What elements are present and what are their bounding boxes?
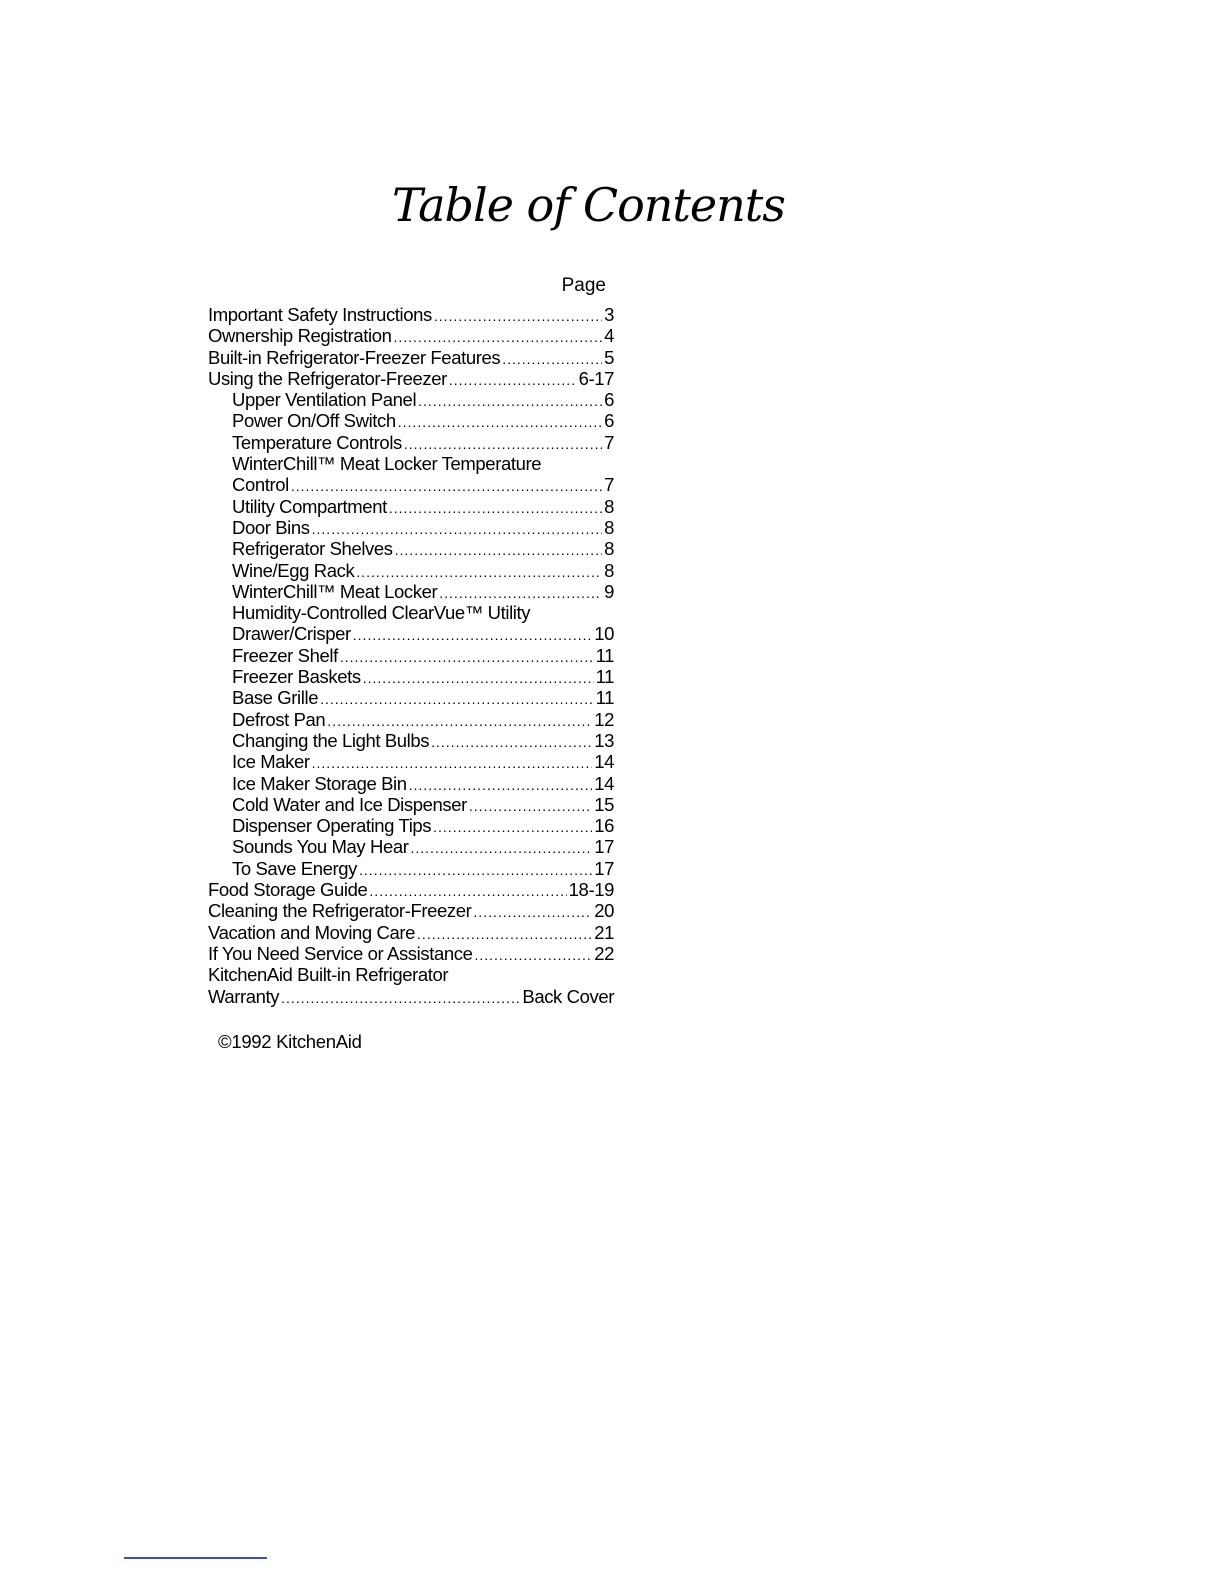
toc-entry	[208, 560, 614, 581]
toc-entry	[208, 623, 614, 644]
toc-entry-label: Control	[232, 474, 289, 496]
toc-entry	[208, 474, 614, 495]
dot-leader	[353, 625, 592, 646]
toc-entry	[208, 389, 614, 410]
dot-leader	[411, 838, 593, 859]
toc-entry	[208, 453, 614, 474]
toc-entry-page: 14	[594, 751, 614, 773]
dot-leader	[320, 689, 594, 710]
dot-leader	[389, 498, 602, 519]
toc-entry-page: 16	[594, 815, 614, 837]
toc-entry-label: Ice Maker Storage Bin	[232, 772, 407, 794]
dot-leader	[369, 881, 566, 902]
toc-entry-page: 7	[604, 474, 614, 496]
toc-entry	[208, 687, 614, 708]
toc-entry-page: 15	[594, 793, 614, 815]
toc-entry-page: 17	[594, 857, 614, 879]
toc-entry-page: 8	[604, 495, 614, 517]
toc-entry	[208, 538, 614, 559]
toc-entry-label: Wine/Egg Rack	[232, 559, 355, 581]
toc-entry-label: WinterChill™ Meat Locker	[232, 580, 438, 602]
dot-leader	[474, 945, 592, 966]
toc-entry-label: If You Need Service or Assistance	[208, 942, 473, 964]
toc-entry-page: 4	[604, 325, 614, 347]
toc-entry	[208, 325, 614, 346]
toc-entry-label: Power On/Off Switch	[232, 410, 396, 432]
toc-entry	[208, 900, 614, 921]
toc-entry	[208, 410, 614, 431]
dot-leader	[340, 647, 594, 668]
toc-entry	[208, 581, 614, 602]
table-of-contents	[208, 272, 614, 1007]
toc-entry-label: Using the Refrigerator-Freezer	[208, 367, 447, 389]
dot-leader	[417, 924, 592, 945]
toc-entry-label: Ownership Registration	[208, 325, 392, 347]
toc-entry-label: Cold Water and Ice Dispenser	[232, 793, 467, 815]
dot-leader	[393, 327, 602, 348]
toc-entry-page: 22	[594, 942, 614, 964]
dot-leader	[363, 668, 594, 689]
toc-entry-page: 5	[604, 346, 614, 368]
toc-entry-label: Vacation and Moving Care	[208, 921, 416, 943]
toc-entry-label: WinterChill™ Meat Locker Temperature	[232, 453, 542, 475]
toc-entry-page: 18-19	[568, 879, 614, 901]
toc-entry-page: 9	[604, 580, 614, 602]
toc-entry-label: Built-in Refrigerator-Freezer Features	[208, 346, 501, 368]
toc-entry-label: KitchenAid Built-in Refrigerator	[208, 964, 449, 986]
page-column-header: Page	[561, 275, 606, 296]
toc-entry-page: 7	[604, 431, 614, 453]
dot-leader	[409, 775, 593, 796]
toc-entry-label: Temperature Controls	[232, 431, 402, 453]
dot-leader	[312, 753, 593, 774]
toc-entry-label: Upper Ventilation Panel	[232, 389, 417, 411]
toc-entry	[208, 666, 614, 687]
dot-leader	[404, 434, 602, 455]
toc-entry-page: 11	[595, 687, 614, 709]
toc-entry-page: 8	[604, 538, 614, 560]
toc-entry-page: 6-17	[578, 367, 614, 389]
toc-entry	[208, 602, 614, 623]
dot-leader	[418, 391, 602, 412]
toc-entry-page: 6	[604, 410, 614, 432]
toc-entry-page: 17	[594, 836, 614, 858]
toc-entry-page: 14	[594, 772, 614, 794]
toc-entry-label: Changing the Light Bulbs	[232, 729, 430, 751]
toc-entry	[208, 986, 614, 1007]
dot-leader	[439, 583, 602, 604]
toc-entry-page: 8	[604, 559, 614, 581]
toc-entry	[208, 815, 614, 836]
toc-entry	[208, 709, 614, 730]
toc-entry	[208, 964, 614, 985]
toc-entry-label: Freezer Baskets	[232, 666, 361, 688]
dot-leader	[395, 540, 602, 561]
dot-leader	[359, 860, 592, 881]
toc-entry-page: 10	[594, 623, 614, 645]
dot-leader	[473, 902, 592, 923]
toc-entry-label: Food Storage Guide	[208, 879, 368, 901]
toc-entry	[208, 347, 614, 368]
dot-leader	[356, 562, 602, 583]
toc-entry	[208, 517, 614, 538]
toc-entry-page: 21	[594, 921, 614, 943]
toc-entry	[208, 645, 614, 666]
dot-leader	[398, 412, 602, 433]
toc-entries	[208, 304, 614, 1007]
toc-entry	[208, 836, 614, 857]
toc-entry-page: 11	[595, 644, 614, 666]
dot-leader	[327, 711, 592, 732]
dot-leader	[502, 349, 602, 370]
toc-entry-label: Freezer Shelf	[232, 644, 338, 666]
dot-leader	[433, 817, 592, 838]
toc-entry	[208, 730, 614, 751]
toc-entry-page: 3	[604, 304, 614, 325]
copyright-notice: ©1992 KitchenAid	[218, 1031, 362, 1052]
toc-entry-label: Warranty	[208, 985, 280, 1007]
toc-entry	[208, 858, 614, 879]
toc-entry	[208, 496, 614, 517]
toc-entry-label: To Save Energy	[232, 857, 358, 879]
toc-entry	[208, 943, 614, 964]
toc-entry-label: Dispenser Operating Tips	[232, 815, 432, 837]
toc-entry-page: 12	[594, 708, 614, 730]
toc-entry	[208, 304, 614, 325]
toc-entry-label: Utility Compartment	[232, 495, 387, 517]
toc-entry	[208, 922, 614, 943]
toc-entry-label: Sounds You May Hear	[232, 836, 409, 858]
toc-entry-page: Back Cover	[522, 985, 614, 1007]
toc-entry-page: 6	[604, 389, 614, 411]
dot-leader	[291, 476, 602, 497]
dot-leader	[449, 370, 577, 391]
toc-entry-label: Door Bins	[232, 516, 310, 538]
toc-entry	[208, 368, 614, 389]
dot-leader	[431, 732, 592, 753]
toc-entry	[208, 773, 614, 794]
toc-entry-label: Base Grille	[232, 687, 319, 709]
dot-leader	[469, 796, 592, 817]
toc-entry-label: Humidity-Controlled ClearVue™ Utility	[232, 602, 531, 624]
dot-leader	[312, 519, 602, 540]
toc-entry	[208, 879, 614, 900]
toc-entry-page: 13	[594, 729, 614, 751]
dot-leader	[281, 988, 520, 1009]
toc-entry-label: Cleaning the Refrigerator-Freezer	[208, 900, 472, 922]
toc-entry	[208, 794, 614, 815]
toc-entry	[208, 432, 614, 453]
toc-entry-page: 8	[604, 516, 614, 538]
toc-entry	[208, 751, 614, 772]
footer-rule	[124, 1557, 267, 1559]
toc-entry-label: Important Safety Instructions	[208, 304, 432, 325]
toc-entry-page: 20	[594, 900, 614, 922]
toc-entry-label: Ice Maker	[232, 751, 310, 773]
toc-entry-page: 11	[595, 666, 614, 688]
toc-entry-label: Drawer/Crisper	[232, 623, 351, 645]
toc-entry-label: Refrigerator Shelves	[232, 538, 393, 560]
page-title: Table of Contents	[392, 178, 785, 232]
dot-leader	[434, 306, 602, 327]
toc-entry-label: Defrost Pan	[232, 708, 326, 730]
